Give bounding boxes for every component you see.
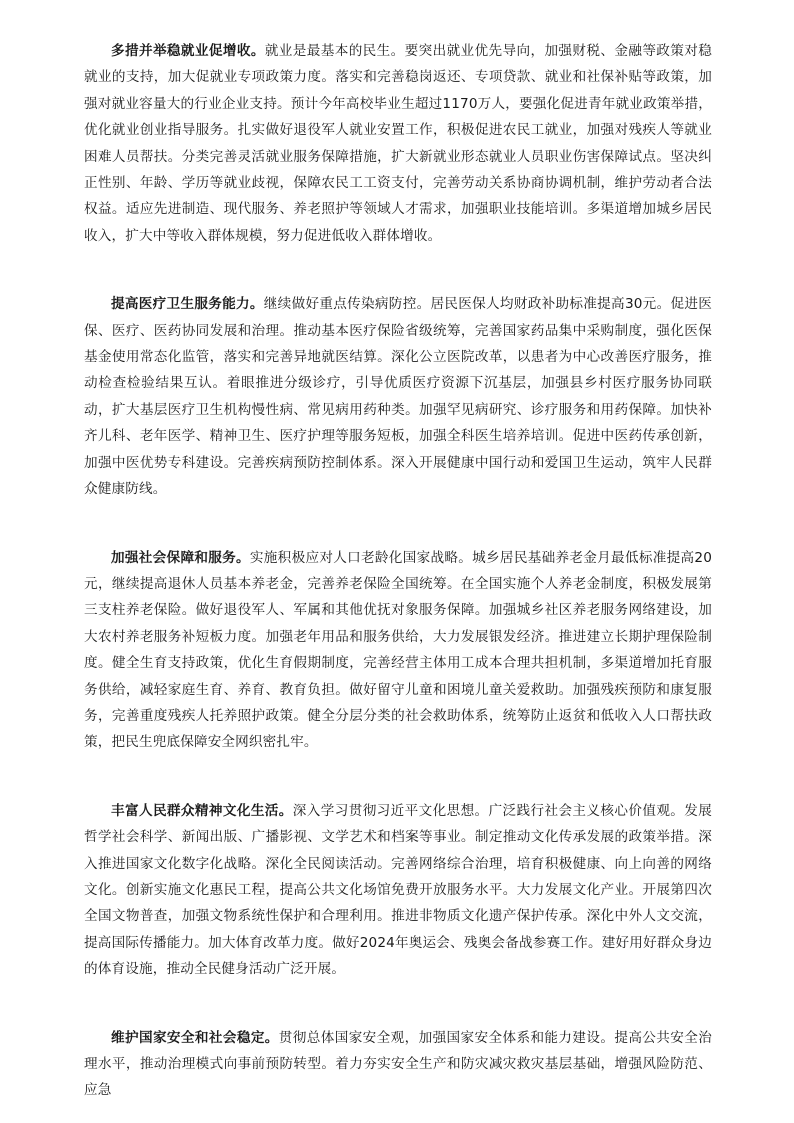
paragraph-body: 继续做好重点传染病防控。居民医保人均财政补助标准提高30元。促进医保、医疗、医药协同发展和治理。推动基本医疗保险省级统筹，完善国家药品集中采购制度，强化医保基金使用常态化监管，落实和完善异地就医结算。深化公立医院改革，以患者为中心改善医疗服务，推动检查检验结果互认。着眼推进分级诊疗，引导优质医疗资源下沉基层，加强县乡村医疗服务协同联动，扩大基层医疗卫生机构慢性病、常见病用药种类。加强罕见病研究、诊疗服务和用药保障。加快补齐儿科、老年医学、精神卫生、医疗护理等服务短板，加强全科医生培养培训。促进中医药传承创新，加强中医优势专科建设。完善疾病预防控制体系。深入开展健康中国行动和爱国卫生运动，筑牢人民群众健康防线。 <box>84 296 712 498</box>
paragraph-heading: 维护国家安全和社会稳定。 <box>111 1029 279 1046</box>
paragraph-heading: 多措并举稳就业促增收。 <box>111 43 265 59</box>
paragraph-heading: 加强社会保障和服务。 <box>111 549 250 566</box>
paragraph-social-security <box>84 545 712 756</box>
paragraph-body: 贯彻总体国家安全观，加强国家安全体系和能力建设。提高公共安全治理水平，推动治理模式向事前预防转型。着力夯实安全生产和防灾减灾救灾基层基础，增强风险防范、应急 <box>84 1029 712 1099</box>
paragraph-body: 深入学习贯彻习近平文化思想。广泛践行社会主义核心价值观。发展哲学社会科学、新闻出版、广播影视、文学艺术和档案等事业。制定推动文化传承发展的政策举措。深入推进国家文化数字化战略。深化全民阅读活动。完善网络综合治理，培育积极健康、向上向善的网络文化。创新实施文化惠民工程，提高公共文化场馆免费开放服务水平。大力发展文化产业。开展第四次全国文物普查，加强文物系统性保护和合理利用。推进非物质文化遗产保护传承。深化中外人文交流，提高国际传播能力。加大体育改革力度。做好2024年奥运会、残奥会备战参赛工作。建好用好群众身边的体育设施，推动全民健身活动广泛开展。 <box>84 802 713 978</box>
paragraph-heading: 提高医疗卫生服务能力。 <box>111 296 264 313</box>
paragraph-healthcare <box>84 291 712 502</box>
paragraph-body: 就业是最基本的民生。要突出就业优先导向，加强财税、金融等政策对稳就业的支持，加大促就业专项政策力度。落实和完善稳岗返还、专项贷款、就业和社保补贴等政策，加强对就业容量大的行业企业支持。预计今年高校毕业生超过1170万人，要强化促进青年就业政策举措，优化就业创业指导服务。扎实做好退役军人就业安置工作，积极促进农民工就业，加强对残疾人等就业困难人员帮扶。分类完善灵活就业服务保障措施，扩大新就业形态就业人员职业伤害保障试点。坚决纠正性别、年龄、学历等就业歧视，保障农民工工资支付，完善劳动关系协商协调机制，维护劳动者合法权益。适应先进制造、现代服务、养老照护等领域人才需求，加强职业技能培训。多渠道增加城乡居民收入，扩大中等收入群体规模，努力促进低收入群体增收。 <box>84 43 712 244</box>
paragraph-culture <box>84 798 712 983</box>
paragraph-employment <box>84 38 712 249</box>
paragraph-body: 实施积极应对人口老龄化国家战略。城乡居民基础养老金月最低标准提高20元，继续提高退休人员基本养老金，完善养老保险全国统筹。在全国实施个人养老金制度，积极发展第三支柱养老保险。做好退役军人、军属和其他优抚对象服务保障。加强城乡社区养老服务网络建设，加大农村养老服务补短板力度。加强老年用品和服务供给，大力发展银发经济。推进建立长期护理保险制度。健全生育支持政策，优化生育假期制度，完善经营主体用工成本合理共担机制，多渠道增加托育服务供给，减轻家庭生育、养育、教育负担。做好留守儿童和困境儿童关爱救助。加强残疾预防和康复服务，完善重度残疾人托养照护政策。健全分层分类的社会救助体系，统筹防止返贫和低收入人口帮扶政策，把民生兜底保障安全网织密扎牢。 <box>84 549 712 751</box>
document-page <box>84 38 712 1104</box>
paragraph-heading: 丰富人民群众精神文化生活。 <box>111 802 293 819</box>
paragraph-national-security <box>84 1025 712 1104</box>
